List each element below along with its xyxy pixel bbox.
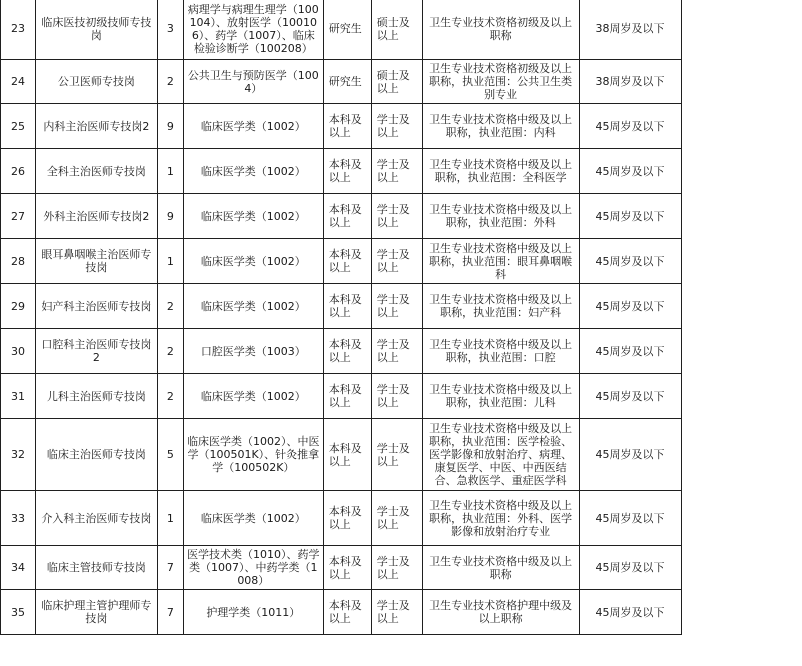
- qualification-cell: 卫生专业技术资格中级及以上职称，执业范围：儿科: [422, 374, 579, 419]
- row-number-cell: 29: [1, 284, 36, 329]
- age-cell: 45周岁及以下: [579, 239, 681, 284]
- education-cell: 本科及以上: [323, 419, 371, 491]
- qualification-cell: 卫生专业技术资格中级及以上职称: [422, 546, 579, 590]
- row-number-cell: 34: [1, 546, 36, 590]
- post-name-cell: 妇产科主治医师专技岗: [35, 284, 157, 329]
- age-cell: 38周岁及以下: [579, 0, 681, 60]
- table-row: [1, 284, 802, 329]
- qualification-cell: 卫生专业技术资格中级及以上职称，执业范围：眼耳鼻咽喉科: [422, 239, 579, 284]
- table-row: [1, 329, 802, 374]
- table-row: [1, 239, 802, 284]
- qualification-cell: 卫生专业技术资格中级及以上职称，执业范围：医学检验、医学影像和放射治疗、病理、康复医学、中医、中西医结合、急救医学、重症医学科: [422, 419, 579, 491]
- count-cell: 5: [157, 419, 183, 491]
- table-row: [1, 374, 802, 419]
- degree-cell: 学士及以上: [371, 284, 422, 329]
- row-number-cell: 28: [1, 239, 36, 284]
- blank-cell: [681, 194, 802, 239]
- post-name-cell: 全科主治医师专技岗: [35, 149, 157, 194]
- row-number-cell: 32: [1, 419, 36, 491]
- post-name-cell: 外科主治医师专技岗2: [35, 194, 157, 239]
- degree-cell: 学士及以上: [371, 239, 422, 284]
- major-cell: 公共卫生与预防医学（1004）: [183, 60, 323, 104]
- blank-cell: [681, 149, 802, 194]
- row-number-cell: 30: [1, 329, 36, 374]
- post-name-cell: 眼耳鼻咽喉主治医师专技岗: [35, 239, 157, 284]
- major-cell: 临床医学类（1002）: [183, 104, 323, 149]
- table-row: [1, 419, 802, 491]
- age-cell: 45周岁及以下: [579, 329, 681, 374]
- qualification-cell: 卫生专业技术资格中级及以上职称，执业范围：外科: [422, 194, 579, 239]
- degree-cell: 学士及以上: [371, 104, 422, 149]
- row-number-cell: 24: [1, 60, 36, 104]
- major-cell: 护理学类（1011）: [183, 590, 323, 635]
- age-cell: 45周岁及以下: [579, 546, 681, 590]
- post-name-cell: 临床主管技师专技岗: [35, 546, 157, 590]
- post-name-cell: 临床医技初级技师专技岗: [35, 0, 157, 60]
- education-cell: 研究生: [323, 0, 371, 60]
- blank-cell: [681, 590, 802, 635]
- post-name-cell: 临床主治医师专技岗: [35, 419, 157, 491]
- degree-cell: 学士及以上: [371, 590, 422, 635]
- row-number-cell: 23: [1, 0, 36, 60]
- count-cell: 2: [157, 374, 183, 419]
- row-number-cell: 25: [1, 104, 36, 149]
- count-cell: 1: [157, 239, 183, 284]
- major-cell: 临床医学类（1002）: [183, 149, 323, 194]
- education-cell: 本科及以上: [323, 149, 371, 194]
- row-number-cell: 27: [1, 194, 36, 239]
- row-number-cell: 26: [1, 149, 36, 194]
- age-cell: 45周岁及以下: [579, 590, 681, 635]
- major-cell: 病理学与病理生理学（100104）、放射医学（100106）、药学（1007）、临床检验诊断学（100208）: [183, 0, 323, 60]
- qualification-cell: 卫生专业技术资格初级及以上职称: [422, 0, 579, 60]
- table-row: [1, 546, 802, 590]
- education-cell: 本科及以上: [323, 194, 371, 239]
- blank-cell: [681, 60, 802, 104]
- age-cell: 38周岁及以下: [579, 60, 681, 104]
- qualification-cell: 卫生专业技术资格护理中级及以上职称: [422, 590, 579, 635]
- row-number-cell: 31: [1, 374, 36, 419]
- degree-cell: 学士及以上: [371, 149, 422, 194]
- major-cell: 医学技术类（1010）、药学类（1007）、中药学类（1008）: [183, 546, 323, 590]
- age-cell: 45周岁及以下: [579, 149, 681, 194]
- blank-cell: [681, 374, 802, 419]
- major-cell: 临床医学类（1002）: [183, 284, 323, 329]
- degree-cell: 学士及以上: [371, 419, 422, 491]
- major-cell: 临床医学类（1002）: [183, 239, 323, 284]
- qualification-cell: 卫生专业技术资格中级及以上职称，执业范围：内科: [422, 104, 579, 149]
- age-cell: 45周岁及以下: [579, 491, 681, 546]
- count-cell: 1: [157, 149, 183, 194]
- age-cell: 45周岁及以下: [579, 374, 681, 419]
- education-cell: 本科及以上: [323, 546, 371, 590]
- row-number-cell: 33: [1, 491, 36, 546]
- education-cell: 本科及以上: [323, 329, 371, 374]
- major-cell: 临床医学类（1002）: [183, 491, 323, 546]
- major-cell: 临床医学类（1002）: [183, 194, 323, 239]
- blank-cell: [681, 546, 802, 590]
- education-cell: 本科及以上: [323, 491, 371, 546]
- post-name-cell: 内科主治医师专技岗2: [35, 104, 157, 149]
- count-cell: 7: [157, 546, 183, 590]
- count-cell: 7: [157, 590, 183, 635]
- degree-cell: 学士及以上: [371, 374, 422, 419]
- qualification-cell: 卫生专业技术资格中级及以上职称，执业范围：外科、医学影像和放射治疗专业: [422, 491, 579, 546]
- table-row: [1, 590, 802, 635]
- education-cell: 本科及以上: [323, 104, 371, 149]
- post-name-cell: 公卫医师专技岗: [35, 60, 157, 104]
- post-name-cell: 临床护理主管护理师专技岗: [35, 590, 157, 635]
- qualification-cell: 卫生专业技术资格初级及以上职称，执业范围：公共卫生类别专业: [422, 60, 579, 104]
- degree-cell: 硕士及以上: [371, 60, 422, 104]
- count-cell: 1: [157, 491, 183, 546]
- degree-cell: 学士及以上: [371, 329, 422, 374]
- education-cell: 本科及以上: [323, 590, 371, 635]
- age-cell: 45周岁及以下: [579, 419, 681, 491]
- row-number-cell: 35: [1, 590, 36, 635]
- education-cell: 本科及以上: [323, 239, 371, 284]
- education-cell: 本科及以上: [323, 374, 371, 419]
- table-row: [1, 194, 802, 239]
- table-row: [1, 491, 802, 546]
- count-cell: 9: [157, 104, 183, 149]
- blank-cell: [681, 491, 802, 546]
- post-name-cell: 口腔科主治医师专技岗2: [35, 329, 157, 374]
- post-name-cell: 儿科主治医师专技岗: [35, 374, 157, 419]
- blank-cell: [681, 104, 802, 149]
- count-cell: 2: [157, 329, 183, 374]
- qualification-cell: 卫生专业技术资格中级及以上职称，执业范围：妇产科: [422, 284, 579, 329]
- degree-cell: 学士及以上: [371, 546, 422, 590]
- table-row: [1, 0, 802, 60]
- count-cell: 3: [157, 0, 183, 60]
- table-row: [1, 149, 802, 194]
- blank-cell: [681, 419, 802, 491]
- post-name-cell: 介入科主治医师专技岗: [35, 491, 157, 546]
- table-row: [1, 104, 802, 149]
- table-row: [1, 60, 802, 104]
- count-cell: 9: [157, 194, 183, 239]
- degree-cell: 硕士及以上: [371, 0, 422, 60]
- qualification-cell: 卫生专业技术资格中级及以上职称，执业范围：口腔: [422, 329, 579, 374]
- age-cell: 45周岁及以下: [579, 194, 681, 239]
- count-cell: 2: [157, 60, 183, 104]
- blank-cell: [681, 329, 802, 374]
- education-cell: 研究生: [323, 60, 371, 104]
- age-cell: 45周岁及以下: [579, 104, 681, 149]
- major-cell: 口腔医学类（1003）: [183, 329, 323, 374]
- degree-cell: 学士及以上: [371, 491, 422, 546]
- blank-cell: [681, 0, 802, 60]
- qualification-cell: 卫生专业技术资格中级及以上职称，执业范围：全科医学: [422, 149, 579, 194]
- age-cell: 45周岁及以下: [579, 284, 681, 329]
- major-cell: 临床医学类（1002）、中医学（100501K）、针灸推拿学（100502K）: [183, 419, 323, 491]
- education-cell: 本科及以上: [323, 284, 371, 329]
- major-cell: 临床医学类（1002）: [183, 374, 323, 419]
- blank-cell: [681, 284, 802, 329]
- blank-cell: [681, 239, 802, 284]
- count-cell: 2: [157, 284, 183, 329]
- degree-cell: 学士及以上: [371, 194, 422, 239]
